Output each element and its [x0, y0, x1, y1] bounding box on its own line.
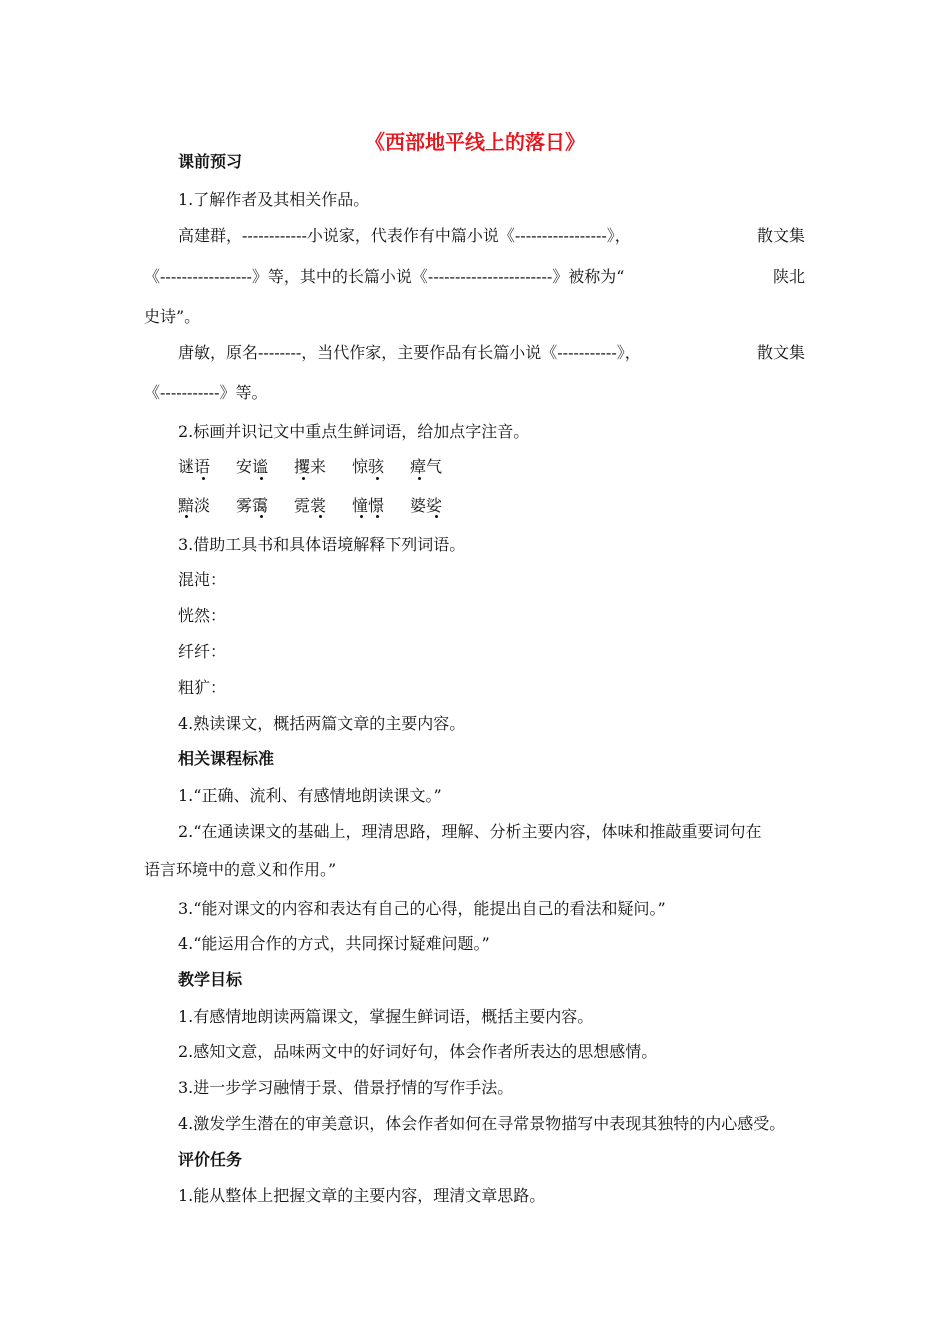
gao-line-1 [178, 226, 805, 246]
objective-item-3: 3.进一步学习融情于景、借景抒情的写作手法。 [178, 1078, 514, 1097]
standard-item-2-cont: 语言环境中的意义和作用。” [144, 860, 337, 879]
gao-line-2-text: 《-----------------》等，其中的长篇小说《-----------------------》被称为“ [144, 267, 625, 286]
evaluation-item-1: 1.能从整体上把握文章的主要内容，理清文章思路。 [178, 1186, 546, 1205]
vocab-word: 婆娑 [410, 496, 443, 515]
objective-item-4: 4.激发学生潜在的审美意识，体会作者如何在寻常景物描写中表现其独特的内心感受。 [178, 1114, 786, 1133]
vocab-word: 安谧 [236, 457, 269, 476]
question-3: 3.借助工具书和具体语境解释下列词语。 [178, 535, 466, 554]
term-line: 纤纤： [178, 642, 227, 661]
question-4: 4.熟读课文，概括两篇文章的主要内容。 [178, 714, 466, 733]
objective-item-1: 1.有感情地朗读两篇课文，掌握生鲜词语，概括主要内容。 [178, 1007, 594, 1026]
objective-item-2: 2.感知文意，品味两文中的好词好句，体会作者所表达的思想感情。 [178, 1042, 658, 1061]
emphasis-dot [418, 477, 421, 480]
vocab-word: 攫来 [294, 457, 327, 476]
section-heading-preview: 课前预习 [178, 152, 243, 171]
vocab-word: 雾霭 [236, 496, 269, 515]
question-1: 1.了解作者及其相关作品。 [178, 190, 370, 209]
term-line: 恍然： [178, 606, 227, 625]
question-2: 2.标画并识记文中重点生鲜词语，给加点字注音。 [178, 422, 530, 441]
gao-line-1-end: 散文集 [756, 226, 805, 245]
gao-line-1-text: 高建群，------------小说家，代表作有中篇小说《-----------------》， [178, 226, 631, 245]
standard-item-3: 3.“能对课文的内容和表达有自己的心得，能提出自己的看法和疑问。” [178, 899, 666, 918]
document-title: 《西部地平线上的落日》 [365, 130, 585, 154]
standard-item-1: 1.“正确、流利、有感情地朗读课文。” [178, 786, 442, 805]
vocab-row-1 [178, 454, 468, 477]
emphasis-dot [376, 515, 379, 518]
emphasis-dot [260, 477, 263, 480]
tang-line-2: 《-----------》等。 [144, 383, 268, 402]
tang-line-1 [178, 343, 805, 363]
section-heading-standards: 相关课程标准 [178, 749, 275, 768]
emphasis-dot [435, 515, 438, 518]
standard-item-2: 2.“在通读课文的基础上，理清思路，理解、分析主要内容，体味和推敲重要词句在 [178, 822, 762, 841]
term-line: 混沌： [178, 570, 227, 589]
vocab-word: 黯淡 [178, 496, 211, 515]
gao-line-2-end: 陕北 [772, 267, 805, 286]
emphasis-dot [360, 515, 363, 518]
standard-item-4: 4.“能运用合作的方式，共同探讨疑难问题。” [178, 934, 490, 953]
emphasis-dot [376, 477, 379, 480]
emphasis-dot [185, 515, 188, 518]
term-line: 粗犷： [178, 678, 227, 697]
tang-line-1-text: 唐敏，原名--------，当代作家，主要作品有长篇小说《-----------》， [178, 343, 641, 362]
vocab-word: 瘴气 [410, 457, 443, 476]
section-heading-evaluation: 评价任务 [178, 1150, 243, 1169]
gao-line-3: 史诗”。 [144, 307, 201, 326]
vocab-word: 霓裳 [294, 496, 327, 515]
emphasis-dot [260, 515, 263, 518]
emphasis-dot [202, 477, 205, 480]
vocab-word: 谜语 [178, 457, 211, 476]
emphasis-dot [319, 515, 322, 518]
vocab-word: 惊骇 [352, 457, 385, 476]
vocab-word: 憧憬 [352, 496, 385, 515]
emphasis-dot [302, 477, 305, 480]
gao-line-2 [144, 267, 805, 287]
tang-line-1-end: 散文集 [756, 343, 805, 362]
section-heading-objectives: 教学目标 [178, 970, 243, 989]
vocab-row-2 [178, 493, 468, 516]
